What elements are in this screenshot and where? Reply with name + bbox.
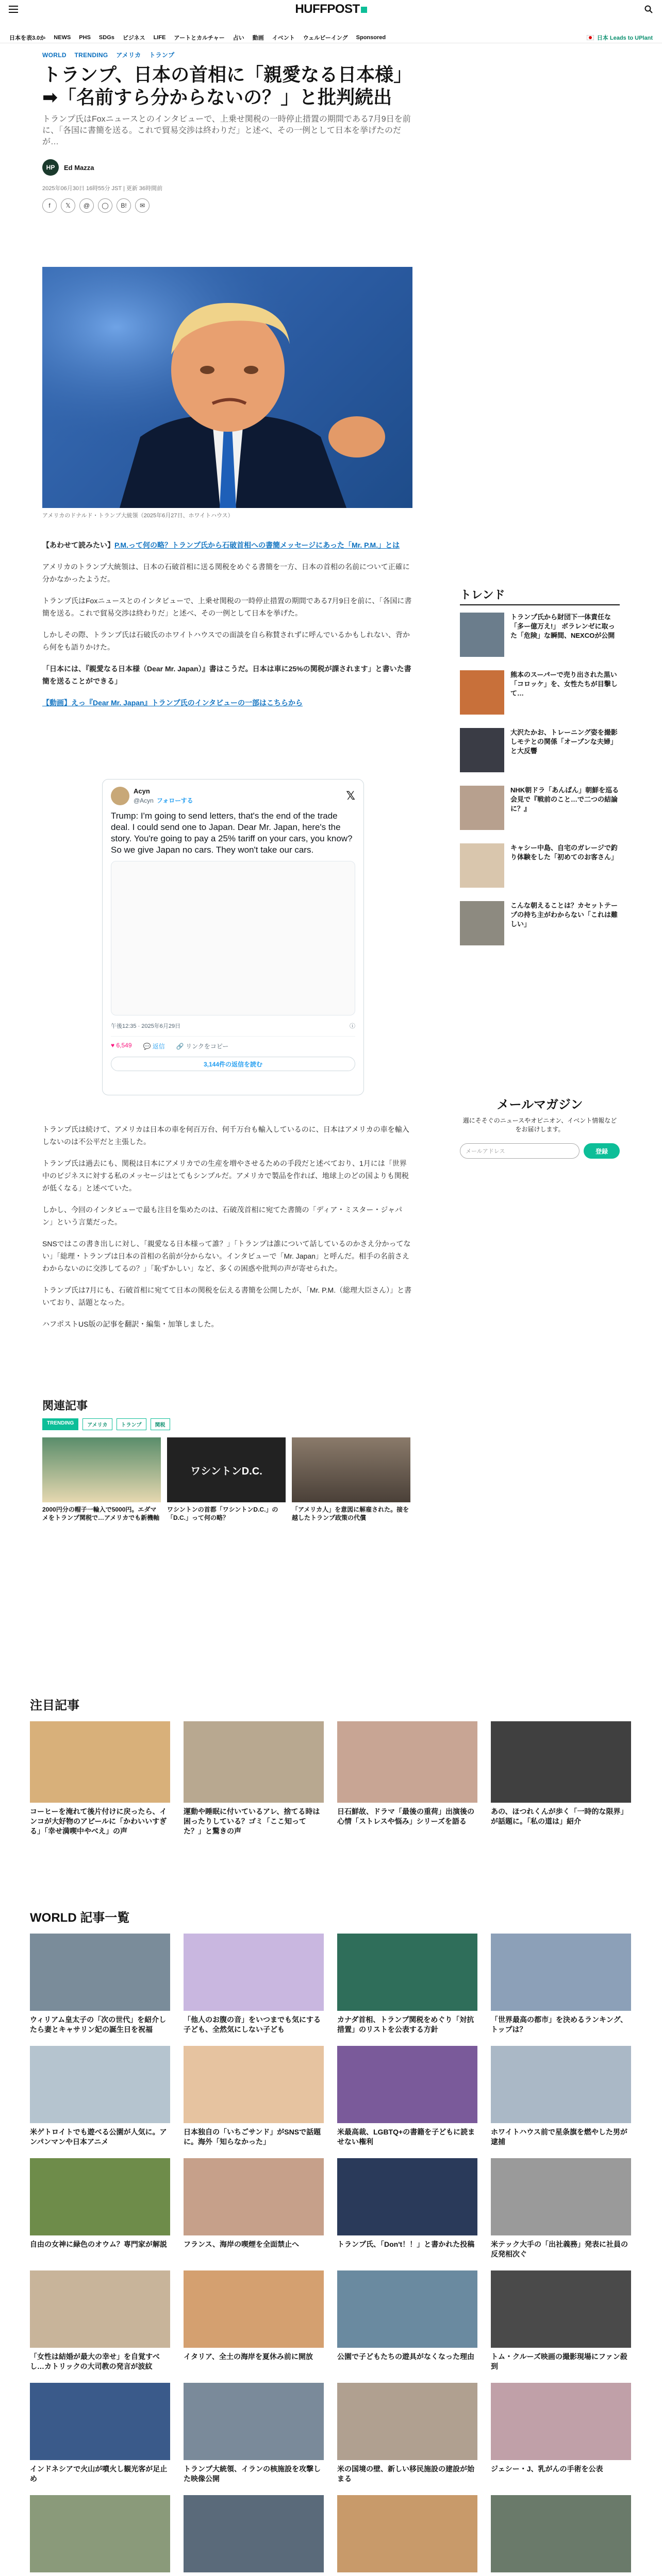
tweet-time[interactable]: 午後12:35 · 2025年6月29日: [111, 1023, 181, 1029]
trend-title: こんな朝えることは？カセットテープの持ち主がわからない「これは難しい」: [510, 902, 618, 928]
article-header: [42, 50, 413, 213]
world-card[interactable]: [491, 2495, 631, 2576]
card-image: [337, 2270, 477, 2348]
world-card[interactable]: [491, 2158, 631, 2261]
top-bar: [0, 0, 662, 19]
page-title: トランプ、日本の首相に「親愛なる日本様」➡「名前すら分からないの？」と批判続出: [42, 64, 412, 108]
featured-card[interactable]: [184, 1721, 324, 1836]
card-image: [337, 2383, 477, 2460]
card-image: [30, 2158, 170, 2235]
card-image: [184, 2383, 324, 2460]
copy-link-button[interactable]: 🔗 リンクをコピー: [176, 1043, 229, 1050]
tweet-author[interactable]: Acyn: [134, 787, 150, 795]
card-title: 日本独自の「いちごサンド」がSNSで話題に。海外「知らなかった」: [184, 2128, 321, 2146]
read-also-link[interactable]: P.M.って何の略？トランプ氏から石破首相への書簡メッセージにあった「Mr. P.M.」とは: [114, 541, 400, 549]
breadcrumb: [42, 50, 413, 59]
author-name[interactable]: Ed Mazza: [64, 163, 94, 172]
hatena-icon[interactable]: B!: [117, 198, 131, 213]
featured-card[interactable]: [491, 1721, 631, 1836]
card-title: 自由の女神に緑色のオウム？専門家が解説: [30, 2240, 167, 2248]
paragraph: ハフポストUS版の記事を翻訳・編集・加筆しました。: [42, 1320, 219, 1328]
tag[interactable]: トランプ: [117, 1418, 146, 1430]
threads-icon[interactable]: @: [79, 198, 94, 213]
card-image: [184, 1934, 324, 2011]
crumb[interactable]: アメリカ: [116, 52, 141, 59]
card-image: [184, 2158, 324, 2235]
card-title: トランプ氏、「Don't！！」と書かれた投稿: [337, 2240, 475, 2248]
nav-item[interactable]: アートとカルチャー: [174, 35, 225, 41]
card-title: あの、ほつれくんが歩く「一時的な限界」が話題に。「私の道は」紹介: [491, 1807, 628, 1825]
trend-title: NHK朝ドラ「あんぱん」朝鮮を巡る会見で『戦前のこと…で二つの結論に？』: [510, 786, 619, 812]
trend-title: 大沢たかお、トレーニング姿を撮影しモテとの関係「オープンな夫婦」と大反響: [510, 728, 618, 755]
card-image: [184, 2495, 324, 2572]
tweet-handle[interactable]: @Acyn: [134, 797, 154, 804]
card-image: [337, 2158, 477, 2235]
card-image: [30, 1934, 170, 2011]
reply-button[interactable]: 💬 返信: [143, 1043, 165, 1050]
world-card[interactable]: [30, 2046, 170, 2149]
related-articles: [42, 1397, 412, 1522]
nav-item[interactable]: ウェルビーイング: [303, 35, 348, 41]
related-card-title: ワシントンの首都「ワシントンD.C.」の「D.C.」って何の略？: [167, 1506, 278, 1521]
card-image: [337, 2495, 477, 2572]
trending-sidebar: [460, 586, 620, 952]
dateline: 2025年06月30日 16時55分 JST | 更新 36時間前: [42, 185, 163, 192]
newsletter-heading: メールマガジン: [496, 1098, 583, 1112]
crumb[interactable]: WORLD: [42, 52, 67, 59]
card-image: [337, 1934, 477, 2011]
tag[interactable]: アメリカ: [82, 1418, 112, 1430]
world-section: [30, 1907, 632, 2576]
world-card[interactable]: [30, 1934, 170, 2037]
world-card[interactable]: [184, 2158, 324, 2261]
card-title: ジェシー・J、乳がんの手術を公表: [491, 2465, 603, 2473]
image-caption: アメリカのドナルド・トランプ大統領（2025年6月27日、ホワイトハウス）: [42, 513, 234, 519]
nav-item[interactable]: Sponsored: [356, 34, 386, 41]
card-title: カナダ首相、トランプ関税をめぐり「対抗措置」のリストを公表する方針: [337, 2015, 474, 2033]
tag[interactable]: 関税: [151, 1418, 170, 1430]
huffpost-logo[interactable]: [295, 2, 367, 16]
card-title: 日石鮮故、ドラマ「最後の重荷」出演後の心情「ストレスや悩み」シリーズを語る: [337, 1807, 474, 1825]
world-card[interactable]: [184, 2495, 324, 2576]
related-card[interactable]: [42, 1437, 161, 1522]
paragraph: トランプ氏は過去にも、関税は日本にアメリカでの生産を増やさせるための手段だと述べており、1月には「世界中のビジネスに対する私のメッセージはとてもシンプルだ。アメリカで製品を作れば、地球上のどの国よりも関税が低くなる」と述べていた。: [42, 1159, 409, 1192]
sidebar-heading: トレンド: [460, 586, 620, 605]
card-title: 「女性は結婚が最大の幸せ」を自覚すべし…カトリックの大司教の発言が波紋: [30, 2352, 160, 2370]
follow-button[interactable]: フォローする: [156, 797, 193, 804]
info-icon[interactable]: ⓘ: [350, 1023, 355, 1029]
featured-card[interactable]: [337, 1721, 477, 1836]
article-subhead: トランプ氏はFoxニュースとのインタビューで、上乗せ関税の一時停止措置の期間である7月9日を前に、「各国に書簡を送る。これで貿易交渉は終わりだ」と述べ、その一例として日本を挙げたのだが…: [42, 115, 411, 146]
section-heading: WORLD 記事一覧: [30, 1911, 130, 1925]
world-card[interactable]: [30, 2270, 170, 2374]
paragraph: トランプ氏は続けて、アメリカは日本の車を何百万台、何千万台も輸入しているのに、日本はアメリカの車を輸入しないのは不公平だと主張した。: [42, 1125, 409, 1146]
paragraph: トランプ氏は7月にも、石破首相に宛てて日本の関税を伝える書簡を公開したが、「Mr. P.M.（総理大臣さん）」と書いており、話題となった。: [42, 1286, 412, 1307]
tag-list: [42, 1418, 412, 1430]
related-card[interactable]: [292, 1437, 410, 1522]
x-icon[interactable]: 𝕏: [61, 198, 75, 213]
trend-item[interactable]: [460, 843, 620, 894]
read-also-prefix: 【あわせて読みたい】: [42, 541, 114, 549]
nav-item[interactable]: 日本を表3.0か: [9, 35, 46, 41]
line-icon[interactable]: ◯: [98, 198, 112, 213]
card-title: 公園で子どもたちの遊具がなくなった理由: [337, 2352, 474, 2361]
featured-section: [30, 1695, 632, 1836]
world-card[interactable]: [30, 2158, 170, 2261]
newsletter-text: 週にそそぐのニュースやオピニオン、イベント情報などをお届けします。: [462, 1117, 617, 1133]
trend-item[interactable]: [460, 786, 620, 836]
crumb[interactable]: トランプ: [149, 52, 175, 59]
card-title: 運動や睡眠に付いているアレ、捨てる時は困ったりしている？ゴミ「ここ知ってた？」と驚きの声: [184, 1807, 320, 1835]
share-bar: [42, 198, 413, 213]
world-card[interactable]: [337, 2270, 477, 2374]
trend-item[interactable]: [460, 670, 620, 721]
newsletter-signup: [460, 1094, 620, 1159]
world-card[interactable]: [337, 2158, 477, 2261]
world-card[interactable]: [337, 1934, 477, 2037]
email-field[interactable]: メールアドレス: [460, 1143, 580, 1159]
card-title: 米最高裁、LGBTQ+の書籍を子どもに読ませない権利: [337, 2128, 475, 2146]
world-card[interactable]: [184, 2383, 324, 2486]
card-image: [491, 2158, 631, 2235]
mail-icon[interactable]: ✉: [135, 198, 150, 213]
logo-text: HUFFPOST: [295, 2, 360, 16]
hero-image: [42, 267, 412, 508]
card-image: [30, 2495, 170, 2572]
world-card[interactable]: [491, 2383, 631, 2486]
world-card[interactable]: [491, 2270, 631, 2374]
card-title: ウィリアム皇太子の「次の世代」を紹介したら妻とキャサリン妃の誕生日を祝福: [30, 2015, 167, 2033]
card-image: [491, 2046, 631, 2123]
reply-label: 返信: [152, 1043, 165, 1050]
world-card[interactable]: [184, 2046, 324, 2149]
paragraph: トランプ氏はFoxニュースとのインタビューで、上乗せ関税の一時停止措置の期間である7月9日を前に、「各国に書簡を送る。これで貿易交渉は終わりだ」と述べ、その一例として日本を挙げた。: [42, 597, 412, 617]
card-image: [30, 2046, 170, 2123]
card-image: [337, 2046, 477, 2123]
card-title: 「他人のお腹の音」をいつまでも気にする子ども、全然気にしない子ども: [184, 2015, 321, 2033]
nav-item[interactable]: 動画: [252, 35, 264, 41]
card-image: [491, 2495, 631, 2572]
card-image: [30, 2383, 170, 2460]
card-title: トム・クルーズ映画の撮影現場にファン殺到: [491, 2352, 627, 2370]
card-image: [184, 2046, 324, 2123]
world-card[interactable]: [491, 2046, 631, 2149]
world-card[interactable]: [337, 2383, 477, 2486]
nav-item[interactable]: SDGs: [98, 34, 114, 41]
nav-item[interactable]: ビジネス: [122, 35, 145, 41]
tag[interactable]: TRENDING: [42, 1418, 78, 1430]
card-image: [491, 1934, 631, 2011]
world-card[interactable]: [337, 2495, 477, 2576]
like-button[interactable]: ♥ 6,549: [111, 1042, 132, 1049]
trend-item[interactable]: [460, 613, 620, 663]
card-image: [491, 2270, 631, 2348]
paragraph: SNSではこの書き出しに対し、「親愛なる日本様って誰？」「トランプは誰について話しているのかさえ分かってない」「総理・トランプは日本の首相の名前が分からない。インタビューで「Mr. Japan」と呼んだ。相手の名前さえわからないのに交渉してるの？」「恥ずかしい」など、多くの困惑や批判の声が寄せられた。: [42, 1240, 411, 1273]
section-heading: 注目記事: [30, 1699, 79, 1713]
card-title: イタリア、全土の海岸を夏休み前に開放: [184, 2352, 313, 2361]
video-link[interactable]: 【動画】えっ『Dear Mr. Japan』トランプ氏のインタビューの一部はこちらから: [42, 699, 303, 707]
like-count: 6,549: [116, 1042, 132, 1049]
card-title: 米テック大手の「出社義務」発表に社員の反発相次ぐ: [491, 2240, 628, 2258]
card-title: フランス、海岸の喫煙を全面禁止へ: [184, 2240, 299, 2248]
article-body-continued: [42, 1123, 412, 1330]
card-title: ホワイトハウス前で星条旗を燃やした男が逮捕: [491, 2128, 627, 2146]
world-card[interactable]: [30, 2383, 170, 2486]
crumb[interactable]: TRENDING: [74, 52, 108, 59]
tweet-text: Trump: I'm going to send letters, that's the end of the trade deal. I could send one to Japan. Dear Mr. Japan, here's the story. You're going to pay a 25% tariff on your cars, you know? So we give Japan no cars. They won't take our cars.: [111, 811, 353, 855]
world-card[interactable]: [491, 1934, 631, 2037]
world-card[interactable]: [30, 2495, 170, 2576]
read-replies-button[interactable]: 3,144件の返信を読む: [111, 1057, 355, 1071]
nav-item[interactable]: 占い: [233, 35, 244, 41]
world-card[interactable]: [337, 2046, 477, 2149]
trend-title: 熊本のスーパーで売り出された黒い「コロッケ」を、女性たちが目撃して…: [510, 671, 618, 697]
tweet-media[interactable]: [111, 861, 355, 1015]
card-image: [30, 2270, 170, 2348]
trend-title: トランプ氏から財団下一体責任な「多ー億万え!」 ボラレンゼに取った「危険」な瞬間、NEXCOが公開: [510, 613, 615, 639]
related-card-title: 「アメリカ人」を意図に解雇された。接を越したトランプ政策の代償: [292, 1506, 409, 1521]
trend-item[interactable]: [460, 728, 620, 778]
card-title: インドネシアで火山が噴火し観光客が足止め: [30, 2465, 168, 2483]
card-title: 「世界最高の都市」を決めるランキング、トップは？: [491, 2015, 628, 2033]
x-logo-icon[interactable]: 𝕏: [346, 789, 355, 802]
card-image: [491, 2383, 631, 2460]
trend-item[interactable]: [460, 901, 620, 952]
nav-item[interactable]: イベント: [272, 35, 295, 41]
related-card[interactable]: ワシントンD.C. ワシントンの首都「ワシントンD.C.」の「D.C.」って何の略？: [167, 1437, 286, 1522]
facebook-icon[interactable]: f: [42, 198, 57, 213]
flag-icon: [587, 35, 594, 40]
paragraph: しかし、今回のインタビューで最も注目を集めたのは、石破茂首相に宛てた書簡の「ディア・ミスター・ジャパン」という言葉だった。: [42, 1206, 403, 1226]
nav-item[interactable]: PHS: [79, 34, 91, 41]
trend-title: キャシー中島、自宅のガレージで釣り体験をした「初めてのお客さん」: [510, 844, 618, 861]
card-title: コーヒーを淹れて後片付けに戻ったら、インコが大好物のアピールに「かわいいすぎる」「幸せ満喫中やべえ」の声: [30, 1807, 167, 1835]
card-title: トランプ大統領、イランの核施設を攻撃した映像公開: [184, 2465, 321, 2483]
paragraph: しかしその際、トランプ氏は石破氏のホワイトハウスでの面談を自ら称賛されずに呼んでいるかもしれない、背から何をも語りかけた。: [42, 631, 410, 651]
nav-item[interactable]: NEWS: [54, 34, 71, 41]
featured-card[interactable]: [30, 1721, 170, 1836]
menu-icon[interactable]: [8, 6, 19, 13]
main-nav: [0, 32, 662, 43]
paragraph: 「日本には、『親愛なる日本様（Dear Mr. Japan）』書はこうだ。日本は車に25%の関税が課されます」と書いた書簡を送ることができる」: [42, 665, 411, 685]
card-image: [184, 2270, 324, 2348]
paragraph: アメリカのトランプ大統領は、日本の石破首相に送る関税をめぐる書簡を一方、日本の首相の名前について正確に分かなかったようだ。: [42, 563, 410, 583]
copy-link-label: リンクをコピー: [186, 1043, 229, 1050]
edition-link[interactable]: [587, 33, 653, 42]
tweet-embed[interactable]: [102, 779, 364, 1095]
related-card-title: 2000円分の帽子一輪入で5000円。エダマメをトランプ関税で…アメリカでも新機軸: [42, 1506, 160, 1521]
avatar[interactable]: HP: [42, 159, 59, 176]
avatar[interactable]: [111, 787, 129, 805]
article-body: [42, 539, 412, 709]
search-icon[interactable]: [643, 4, 654, 14]
world-card[interactable]: [184, 1934, 324, 2037]
card-title: 米ゲトロイトでも遊べる公園が人気に。アンパンマンや日本アニメ: [30, 2128, 167, 2146]
nav-item[interactable]: LIFE: [153, 34, 166, 41]
byline: [42, 159, 413, 176]
section-heading: 関連記事: [42, 1399, 88, 1412]
edition-label: 日本 Leads to UPlant: [597, 35, 653, 41]
world-card[interactable]: [184, 2270, 324, 2374]
subscribe-button[interactable]: 登録: [584, 1143, 620, 1159]
card-title: 米の国境の壁、新しい移民施設の建設が始まる: [337, 2465, 474, 2483]
